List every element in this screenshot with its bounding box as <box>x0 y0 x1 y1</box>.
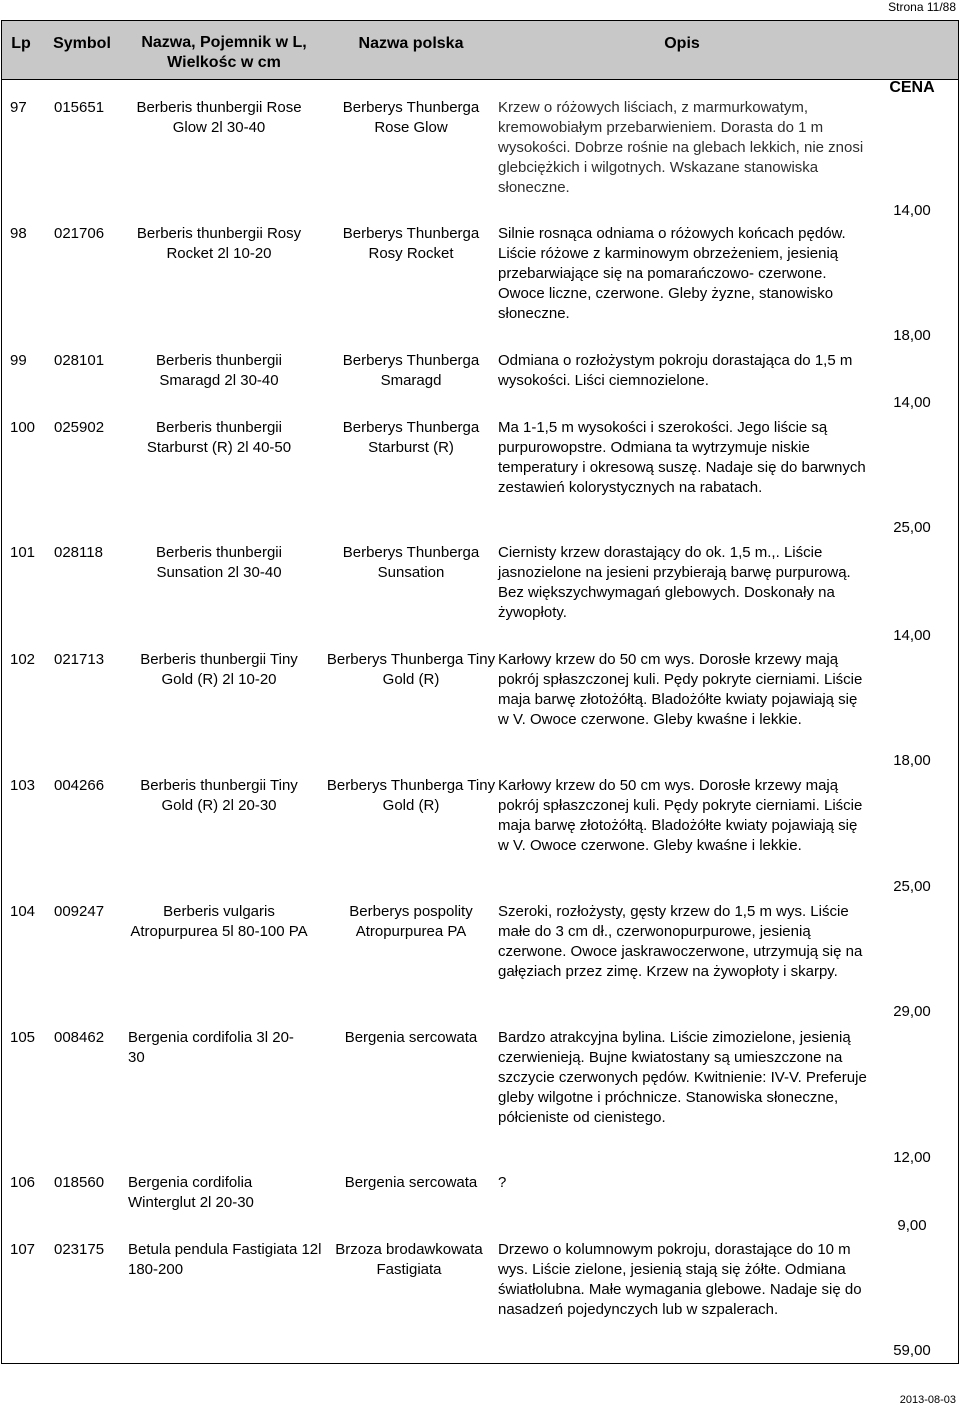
row-symbol: 004266 <box>54 777 105 794</box>
row-description: Drzewo o kolumnowym pokroju, dorastające do 10 m wys. Liście zielone, jesienią stają się żółte. Odmiana światłolubna. Małe wymagania glebowe. Nadaje się do nasadzeń pojedynczych lub w szpalerach. <box>498 1241 862 1318</box>
row-polish-name: Berberys Thunberga Rosy Rocket <box>342 225 480 262</box>
header-lp: Lp <box>11 35 31 52</box>
row-symbol: 025902 <box>54 419 105 436</box>
row-lp: 105 <box>10 1029 36 1046</box>
row-polish-name: Berberys Thunberga Starburst (R) <box>342 419 480 456</box>
row-lp: 98 <box>10 225 27 242</box>
row-symbol: 028118 <box>54 544 103 561</box>
row-price: 12,00 <box>893 1149 931 1166</box>
row-description: Odmiana o rozłożystym pokroju dorastająca do 1,5 m wysokości. Liści ciemnozielone. <box>498 352 853 389</box>
row-price: 25,00 <box>893 878 931 895</box>
row-name: Berberis thunbergii Rose Glow 2l 30-40 <box>136 99 302 136</box>
row-polish-name: Berberys Thunberga Tiny Gold (R) <box>326 777 496 814</box>
row-lp: 100 <box>10 419 36 436</box>
row-polish-name: Bergenia sercowata <box>344 1029 478 1046</box>
header-name: Nazwa, Pojemnik w L, Wielkośc w cm <box>141 34 307 71</box>
row-description: Bardzo atrakcyjna bylina. Liście zimozielone, jesienią czerwienieją. Bujne kwiatostany są umieszczone na szczycie czerwonych pędów. Kwitnienie: IV-V. Preferuje gleby wilgotne i próchnicze. Stanowiska słoneczne, półcieniste od cienistego. <box>498 1029 867 1126</box>
row-name: Berberis thunbergii Starburst (R) 2l 40-50 <box>146 419 292 456</box>
row-name: Bergenia cordifolia 3l 20-30 <box>128 1029 294 1066</box>
header-symbol: Symbol <box>53 35 111 52</box>
row-price: 18,00 <box>893 327 931 344</box>
row-description: Karłowy krzew do 50 cm wys. Dorosłe krzewy mają pokrój spłaszczonej kuli. Pędy pokryte cierniami. Liście maja barwę złotożółtą. Bladożółte kwiaty pojawiają się w V. Owoce czerwone. Gleby kwaśne i lekkie. <box>498 651 863 728</box>
row-description: Silnie rosnąca odniama o różowych końcach pędów. Liście różowe z karminowym obrzeżeniem, jesienią przebarwiające się na pomarańczowo- czerwone. Owoce liczne, czerwone. Gleby żyzne, stanowisko słoneczne. <box>498 225 846 322</box>
row-price: 25,00 <box>893 519 931 536</box>
row-lp: 102 <box>10 651 36 668</box>
row-symbol: 021713 <box>54 651 105 668</box>
row-price: 14,00 <box>893 627 931 644</box>
row-lp: 106 <box>10 1174 36 1191</box>
row-symbol: 021706 <box>54 225 105 242</box>
table-border-left <box>1 20 2 1364</box>
row-name: Berberis thunbergii Rosy Rocket 2l 10-20 <box>136 225 302 262</box>
row-lp: 97 <box>10 99 27 116</box>
row-name: Berberis thunbergii Tiny Gold (R) 2l 20-30 <box>140 777 298 814</box>
row-price: 18,00 <box>893 752 931 769</box>
row-polish-name: Berberys Thunberga Rose Glow <box>342 99 480 136</box>
header-polish-name: Nazwa polska <box>358 35 464 52</box>
row-name: Bergenia cordifolia Winterglut 2l 20-30 <box>128 1174 254 1211</box>
row-polish-name: Berberys Thunberga Sunsation <box>342 544 480 581</box>
row-symbol: 015651 <box>54 99 105 116</box>
row-description: ? <box>498 1174 507 1191</box>
row-lp: 103 <box>10 777 36 794</box>
page-number: Strona 11/88 <box>888 0 956 14</box>
row-name: Berberis thunbergii Sunsation 2l 30-40 <box>156 544 282 581</box>
row-polish-name: Berberys Thunberga Tiny Gold (R) <box>326 651 496 688</box>
row-lp: 101 <box>10 544 36 561</box>
row-price: 29,00 <box>893 1003 931 1020</box>
row-symbol: 008462 <box>54 1029 105 1046</box>
row-name: Berberis vulgaris Atropurpurea 5l 80-100 PA <box>130 903 308 940</box>
row-polish-name: Berberys pospolity Atropurpurea PA <box>349 903 473 940</box>
row-name: Betula pendula Fastigiata 12l 180-200 <box>128 1241 322 1278</box>
row-price: 59,00 <box>893 1342 931 1359</box>
row-lp: 104 <box>10 903 36 920</box>
table-border-right <box>958 20 959 1364</box>
row-symbol: 023175 <box>54 1241 105 1258</box>
row-polish-name: Bergenia sercowata <box>344 1174 478 1191</box>
row-name: Berberis thunbergii Smaragd 2l 30-40 <box>156 352 282 389</box>
row-symbol: 028101 <box>54 352 105 369</box>
row-description: Ciernisty krzew dorastający do ok. 1,5 m.,. Liście jasnozielone na jesieni przybierają barwę purpurową. Bez większychwymagań glebowych. Doskonały na żywopłoty. <box>498 544 851 621</box>
row-lp: 99 <box>10 352 27 369</box>
row-polish-name: Berberys Thunberga Smaragd <box>342 352 480 389</box>
row-description: Szeroki, rozłożysty, gęsty krzew do 1,5 m wys. Liście małe do 3 cm dł., czerwonopurpurowe, jesienią czerwone. Owoce jaskrawoczerwone, utrzymują się na gałęziach przez zimę. Krzew na żywopłoty i skarpy. <box>498 903 863 980</box>
row-polish-name: Brzoza brodawkowata Fastigiata <box>335 1241 483 1278</box>
row-description: Ma 1-1,5 m wysokości i szerokości. Jego liście są purpurowopstre. Odmiana ta wytrzymuje niskie temperatury i okresową suszę. Nadaje się do barwnych zestawień kolorystycznych na rabatach. <box>498 419 866 496</box>
header-price: CENA <box>889 79 935 96</box>
row-symbol: 018560 <box>54 1174 105 1191</box>
row-price: 14,00 <box>893 394 931 411</box>
header-description: Opis <box>664 35 700 52</box>
row-price: 9,00 <box>897 1217 927 1234</box>
row-description: Krzew o różowych liściach, z marmurkowatym, kremowobiałym przebarwieniem. Dorasta do 1 m wysokości. Dobrze rośnie na glebach lekkich, nie znosi glebciężkich i wilgotnych. Wskazane stanowiska słoneczne. <box>498 99 864 196</box>
generated-date: 2013-08-03 <box>899 1394 956 1406</box>
row-name: Berberis thunbergii Tiny Gold (R) 2l 10-20 <box>140 651 298 688</box>
row-description: Karłowy krzew do 50 cm wys. Dorosłe krzewy mają pokrój spłaszczonej kuli. Pędy pokryte cierniami. Liście maja barwę złotożółtą. Bladożółte kwiaty pojawiają się w V. Owoce czerwone. Gleby kwaśne i lekkie. <box>498 777 863 854</box>
row-price: 14,00 <box>893 202 931 219</box>
row-symbol: 009247 <box>54 903 105 920</box>
table-border-bottom <box>1 1363 959 1364</box>
row-lp: 107 <box>10 1241 36 1258</box>
